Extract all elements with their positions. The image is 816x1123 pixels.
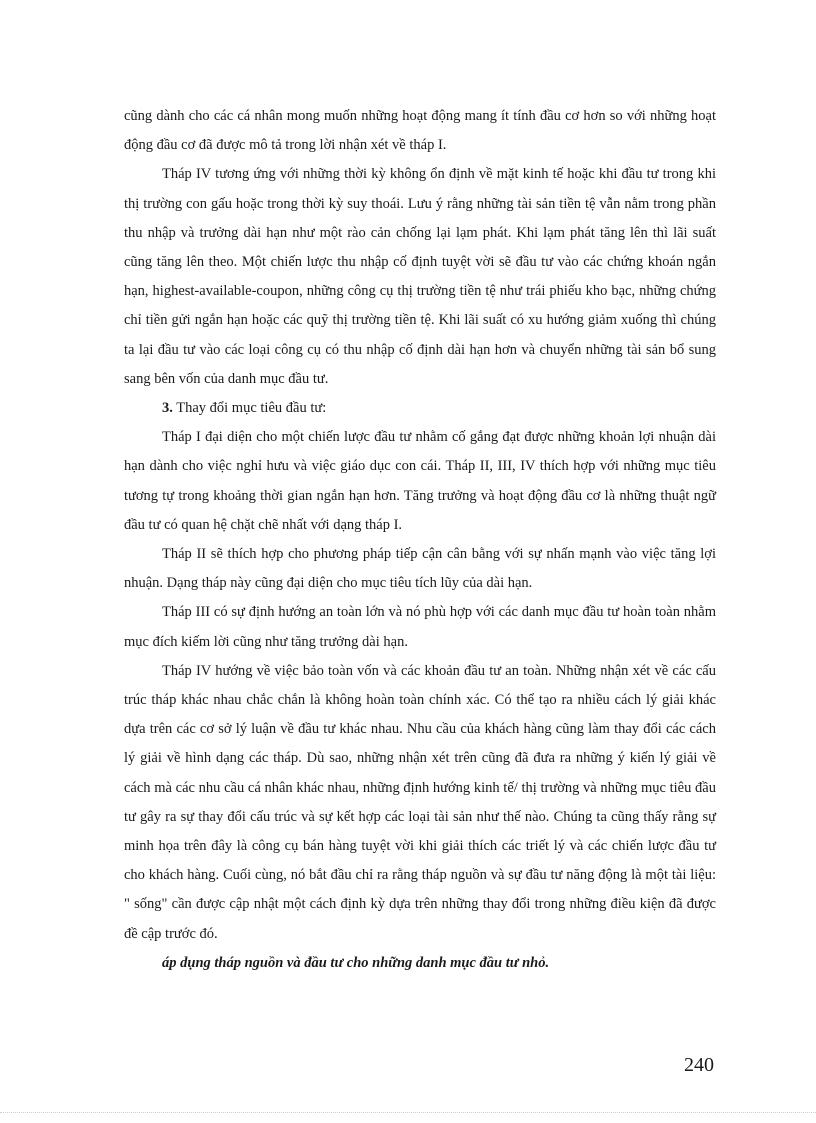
paragraph-tower-iii: Tháp III có sự định hướng an toàn lớn và nó phù hợp với các danh mục đầu tư hoàn toàn nhằm mục đích kiếm lời cũng như tăng trưởng dài hạn. (124, 604, 716, 650)
paragraph-tower-ii: Tháp II sẽ thích hợp cho phương pháp tiếp cận cân bằng với sự nhấn mạnh vào việc tăng lợi nhuận. Dạng tháp này cũng đại diện cho mục tiêu tích lũy của dài hạn. (124, 546, 716, 592)
heading-text: Thay đổi mục tiêu đầu tư: (172, 400, 327, 417)
page-number: 240 (684, 1054, 714, 1076)
heading-number: 3. (162, 400, 173, 417)
paragraph-tower-iv-conservation: Tháp IV hướng về việc bảo toàn vốn và các khoản đầu tư an toàn. Những nhận xét về các cấu trúc tháp khác nhau chắc chắn là không hoàn toàn chính xác. Có thể tạo ra nhiều cách lý giải khác dựa trên các cơ sở lý luận về đầu tư khác nhau. Nhu cầu của khách hàng cũng làm thay đổi các cách lý giải về hình dạng các tháp. Dù sao, những nhận xét trên cũng đã đưa ra những ý kiến lý giải về cách mà các nhu cầu cá nhân khác nhau, những định hướng kinh tế/ thị trường và những mục tiêu đầu tư gây ra sự thay đổi cấu trúc và sự kết hợp các loại tài sản như thế nào. Chúng ta cũng thấy rằng sự minh họa trên đây là công cụ bán hàng tuyệt vời khi giải thích các triết lý và các chiến lược đầu tư cho khách hàng. Cuối cùng, nó bắt đầu chỉ ra rằng tháp nguồn và sự đầu tư năng động là một tài liệu: " sống" cần được cập nhật một cách định kỳ dựa trên những thay đổi trong những điều kiện đã được đề cập trước đó. (124, 662, 716, 942)
footer-divider (0, 1112, 816, 1113)
heading-change-objectives (124, 394, 716, 423)
section-heading: áp dụng tháp nguồn và đầu tư cho những danh mục đầu tư nhỏ. (162, 954, 550, 971)
page-body (124, 102, 716, 978)
paragraph-tower-iv: Tháp IV tương ứng với những thời kỳ không ổn định về mặt kinh tế hoặc khi đầu tư trong khi thị trường con gấu hoặc trong thời kỳ suy thoái. Lưu ý rằng những tài sản tiền tệ vẫn nằm trong phần thu nhập và trưởng dài hạn như một rào cản chống lại lạm phát. Khi lạm phát tăng lên thì lãi suất cũng tăng lên theo. Một chiến lược thu nhập cố định tuyệt vời sẽ đầu tư vào các chứng khoán ngắn hạn, highest-available-coupon, những công cụ thị trường tiền tệ như trái phiếu kho bạc, những chứng chỉ tiền gửi ngắn hạn hoặc các quỹ thị trường tiền tệ. Khi lãi suất có xu hướng giảm xuống thì chúng ta lại đầu tư vào các loại công cụ có thu nhập cố định dài hạn hơn và chuyển những tài sản bổ sung sang bên vốn của danh mục đầu tư. (124, 166, 716, 387)
paragraph-tower-i: Tháp I đại diện cho một chiến lược đầu tư nhằm cố gắng đạt được những khoản lợi nhuận dài hạn dành cho việc nghỉ hưu và việc giáo dục con cái. Tháp II, III, IV thích hợp với những mục tiêu tương tự trong khoảng thời gian ngắn hạn hơn. Tăng trưởng và hoạt động đầu cơ là những thuật ngữ đầu tư có quan hệ chặt chẽ nhất với dạng tháp I. (124, 429, 716, 533)
paragraph-continuation: cũng dành cho các cá nhân mong muốn những hoạt động mang ít tính đầu cơ hơn so với những hoạt động đầu cơ đã được mô tả trong lời nhận xét về tháp I. (124, 108, 716, 154)
